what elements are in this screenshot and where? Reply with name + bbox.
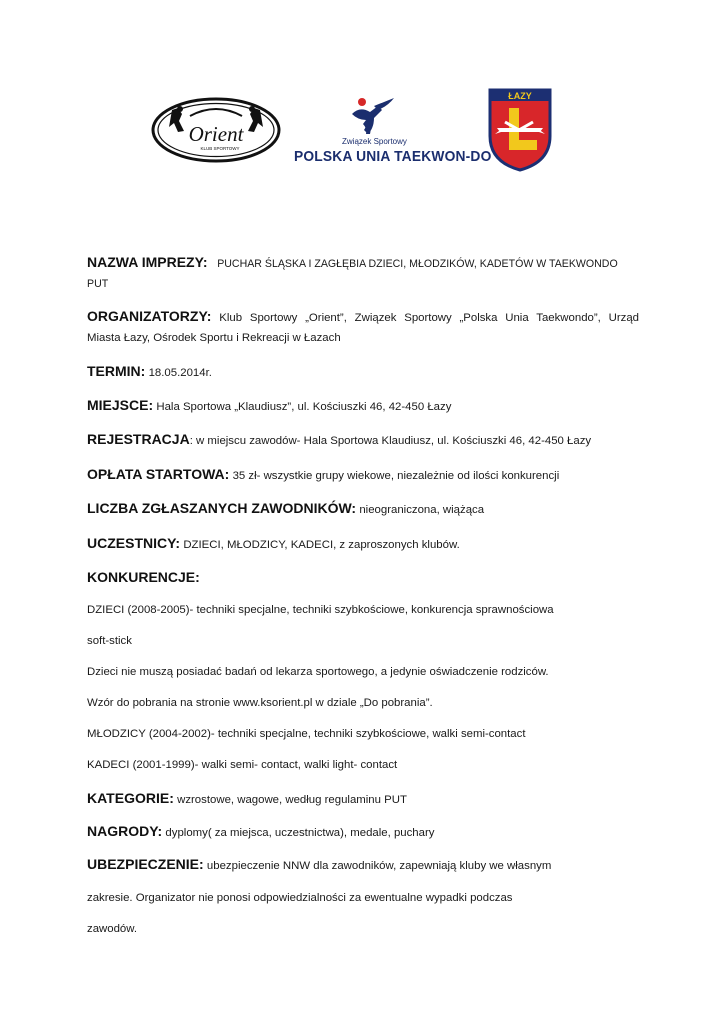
section-miejsce [87,395,639,417]
section-nagrody [87,821,639,843]
orient-logo [150,96,282,164]
konkurencje-line: KADECI (2001-1999)- walki semi- contact, walki light- contact [87,759,398,771]
ubezpieczenie-value-line3: zawodów. [87,923,138,935]
miejsce-label: MIEJSCE: [87,397,154,413]
orient-logo-graphic [150,96,282,164]
nagrody-value: dyplomy( za miejsca, uczestnictwa), medale, puchary [165,827,435,839]
put-logo [290,92,492,172]
section-oplata-startowa [87,464,639,486]
organizatorzy-value-line1: Klub Sportowy „Orient”, Związek Sportowy „Polska Unia Taekwondo”, Urząd [219,312,639,324]
oplata-label: OPŁATA STARTOWA: [87,466,230,482]
section-uczestnicy [87,533,639,555]
konkurencje-line: soft-stick [87,635,132,647]
rejestracja-value: : w miejscu zawodów- Hala Sportowa Klaudiusz, ul. Kościuszki 46, 42-450 Łazy [189,435,592,447]
termin-label: TERMIN: [87,363,146,379]
oplata-value: 35 zł- wszystkie grupy wiekowe, niezależnie od ilości konkurencji [232,470,560,482]
konkurencje-label: KONKURENCJE: [87,569,200,585]
nazwa-label: NAZWA IMPREZY: [87,254,208,270]
liczba-label: LICZBA ZGŁASZANYCH ZAWODNIKÓW: [87,500,357,516]
nazwa-value-line2: PUT [87,278,109,290]
lazy-shield-icon [487,88,553,172]
miejsce-value: Hala Sportowa „Klaudiusz”, ul. Kościuszki 46, 42-450 Łazy [156,401,452,413]
konkurencje-line: DZIECI (2008-2005)- techniki specjalne, techniki szybkościowe, konkurencja sprawnościowa [87,604,554,616]
konkurencje-line: Wzór do pobrania na stronie www.ksorient.pl w dziale „Do pobrania”. [87,697,433,709]
rejestracja-label: REJESTRACJA [87,431,190,447]
section-liczba-zawodnikow [87,498,639,520]
termin-value: 18.05.2014r. [148,367,212,379]
konkurencje-line: Dzieci nie muszą posiadać badań od lekarza sportowego, a jedynie oświadczenie rodziców. [87,666,549,678]
uczestnicy-label: UCZESTNICY: [87,535,181,551]
section-rejestracja [87,429,639,451]
section-kategorie [87,788,639,810]
lazy-shield-text: ŁAZY [508,91,532,101]
ubezpieczenie-value-line1: ubezpieczenie NNW dla zawodników, zapewniają kluby we własnym [206,860,552,872]
put-subtitle: Związek Sportowy [342,137,407,146]
orient-logo-subtext: KLUB SPORTOWY [200,146,240,151]
section-termin [87,361,639,383]
kategorie-value: wzrostowe, wagowe, według regulaminu PUT [177,794,407,806]
section-konkurencje [87,567,639,589]
ubezpieczenie-label: UBEZPIECZENIE: [87,856,204,872]
section-nazwa-imprezy [87,252,639,294]
logo-row [0,88,725,178]
organizatorzy-value-line2: Miasta Łazy, Ośrodek Sportu i Rekreacji w Łazach [87,332,341,344]
put-title: POLSKA UNIA TAEKWON-DO [294,148,492,165]
section-organizatorzy [87,306,639,348]
konkurencje-line: MŁODZICY (2004-2002)- techniki specjalne, techniki szybkościowe, walki semi-contact [87,728,526,740]
kategorie-label: KATEGORIE: [87,790,174,806]
nagrody-label: NAGRODY: [87,823,163,839]
nazwa-value-line1: PUCHAR ŚLĄSKA I ZAGŁĘBIA DZIECI, MŁODZIKÓW, KADETÓW W TAEKWONDO [217,258,618,270]
orient-logo-text: Orient [188,122,244,146]
ubezpieczenie-value-line2: zakresie. Organizator nie ponosi odpowiedzialności za ewentualne wypadki podczas [87,892,513,904]
organizatorzy-label: ORGANIZATORZY: [87,308,212,324]
lazy-coat-of-arms [487,88,553,172]
liczba-value: nieograniczona, wiążąca [359,504,485,516]
section-ubezpieczenie [87,854,639,876]
uczestnicy-value: DZIECI, MŁODZICY, KADECI, z zaproszonych klubów. [183,539,460,551]
put-emblem-icon [290,92,460,136]
